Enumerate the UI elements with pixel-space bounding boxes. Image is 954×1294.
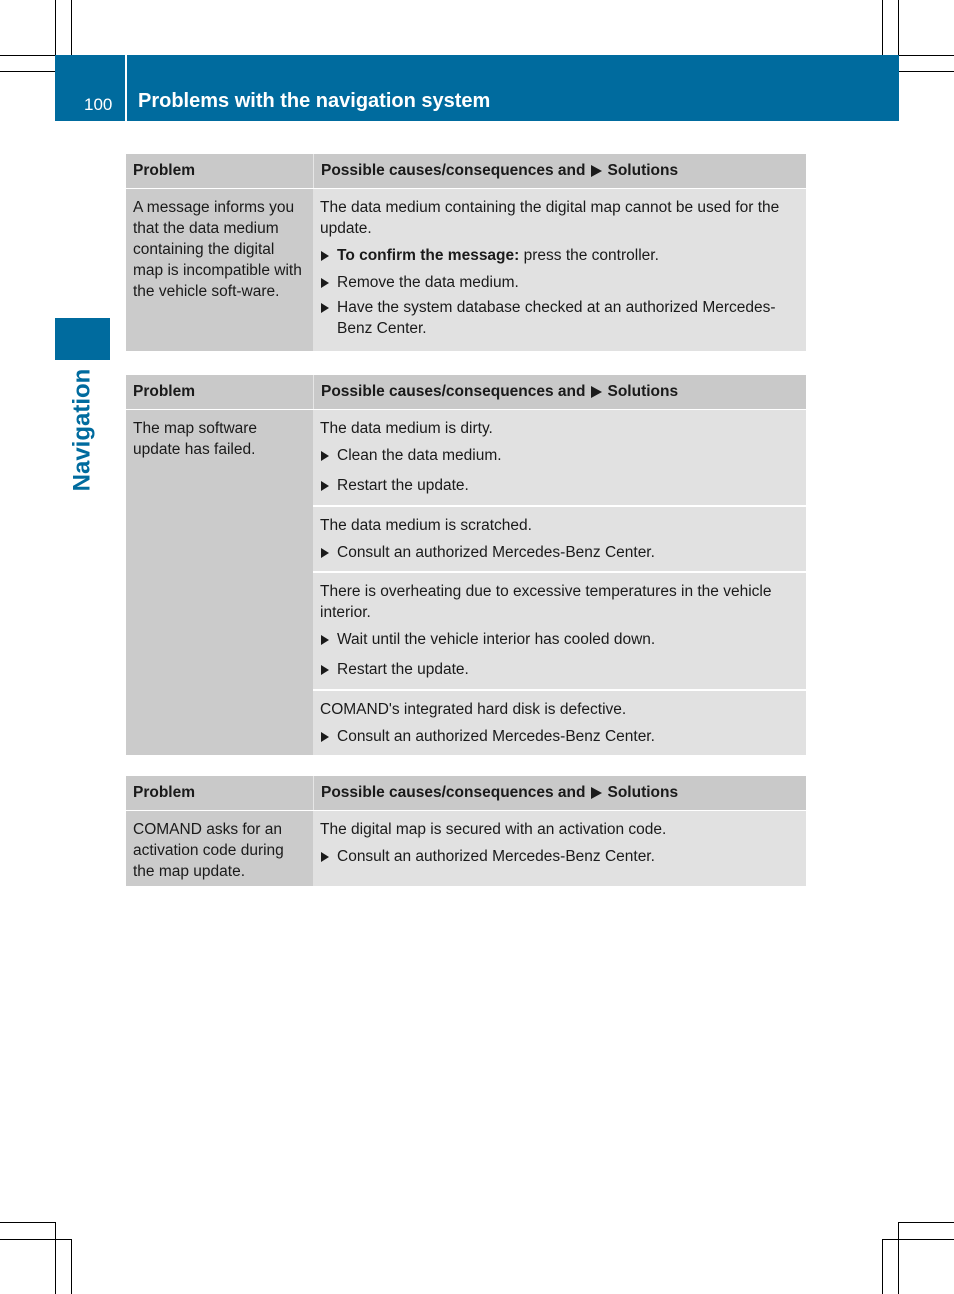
crop-mark (882, 1239, 883, 1294)
step-item (320, 272, 799, 293)
crop-mark (898, 1222, 899, 1294)
problem-table (126, 375, 806, 755)
section-tab (55, 360, 110, 500)
step-text: Restart the update. (337, 477, 469, 494)
triangle-right-icon (321, 251, 329, 261)
triangle-right-icon (591, 165, 602, 177)
problem-table (126, 154, 806, 351)
crop-mark (898, 0, 899, 55)
column-header-causes-prefix: Possible causes/consequences and (321, 784, 586, 801)
column-header-causes (313, 154, 806, 188)
column-header-causes-suffix: Solutions (607, 162, 679, 179)
column-header-problem: Problem (133, 784, 196, 801)
problem-cell: A message informs you that the data medium containing the digital map is incompatible with the vehicle soft-ware. (126, 189, 313, 351)
crop-mark (0, 55, 55, 56)
triangle-right-icon (591, 787, 602, 799)
step-item (320, 726, 799, 747)
step-text: Restart the update. (337, 661, 469, 678)
step-text: Wait until the vehicle interior has cooled down. (337, 631, 656, 648)
cause-text: There is overheating due to excessive temperatures in the vehicle interior. (320, 583, 772, 621)
crop-mark (899, 71, 954, 72)
crop-mark (71, 0, 72, 55)
step-item (320, 475, 799, 496)
crop-mark (882, 0, 883, 55)
table-header (126, 776, 806, 810)
triangle-right-icon (321, 278, 329, 288)
cause-block (313, 811, 806, 875)
step-item (320, 245, 799, 266)
step-text: Consult an authorized Mercedes-Benz Center. (337, 728, 655, 745)
cause-block (313, 505, 806, 571)
step-bold-text: To confirm the message: (337, 247, 520, 264)
triangle-right-icon (321, 451, 329, 461)
triangle-right-icon (321, 852, 329, 862)
section-tab-label: Navigation (68, 368, 96, 492)
table-row (126, 409, 806, 755)
step-item (320, 297, 799, 339)
triangle-right-icon (321, 303, 329, 313)
triangle-right-icon (321, 665, 329, 675)
crop-mark (0, 1222, 55, 1223)
table-row (126, 188, 806, 351)
step-item (320, 629, 799, 650)
step-text: press the controller. (519, 247, 659, 264)
problem-table (126, 776, 806, 886)
section-tab-marker (55, 318, 110, 360)
step-text: Have the system database checked at an authorized Mercedes-Benz Center. (337, 299, 776, 337)
cause-text: The data medium is scratched. (320, 517, 532, 534)
table-header (126, 154, 806, 188)
table-row (126, 810, 806, 886)
solutions-cell (313, 410, 806, 755)
step-text: Consult an authorized Mercedes-Benz Center. (337, 544, 655, 561)
crop-mark (899, 1222, 954, 1223)
cause-block (313, 189, 806, 347)
cause-text: The digital map is secured with an activation code. (320, 821, 667, 838)
crop-mark (71, 1239, 72, 1294)
crop-mark (882, 1239, 954, 1240)
cause-text: The data medium containing the digital map cannot be used for the update. (320, 199, 780, 237)
column-header-causes (313, 776, 806, 810)
problem-cell: COMAND asks for an activation code during the map update. (126, 811, 313, 886)
crop-mark (899, 55, 954, 56)
table-header (126, 375, 806, 409)
crop-mark (55, 0, 56, 55)
cause-text: The data medium is dirty. (320, 420, 493, 437)
step-item (320, 542, 799, 563)
column-header-causes-prefix: Possible causes/consequences and (321, 162, 586, 179)
header-divider (125, 55, 127, 121)
step-item (320, 445, 799, 466)
column-header-causes (313, 375, 806, 409)
page-number: 100 (84, 95, 113, 114)
column-header-problem: Problem (133, 162, 196, 179)
cause-text: COMAND's integrated hard disk is defective. (320, 701, 627, 718)
column-header-problem: Problem (133, 383, 196, 400)
step-item (320, 846, 799, 867)
step-item (320, 659, 799, 680)
triangle-right-icon (321, 481, 329, 491)
column-header-causes-suffix: Solutions (607, 383, 679, 400)
crop-mark (0, 71, 55, 72)
cause-block (313, 410, 806, 505)
page-title: Problems with the navigation system (138, 90, 491, 112)
cause-block (313, 689, 806, 755)
solutions-cell (313, 811, 806, 886)
column-header-causes-prefix: Possible causes/consequences and (321, 383, 586, 400)
triangle-right-icon (591, 386, 602, 398)
step-text: Clean the data medium. (337, 447, 502, 464)
solutions-cell (313, 189, 806, 351)
cause-block (313, 571, 806, 689)
column-header-causes-suffix: Solutions (607, 784, 679, 801)
crop-mark (0, 1239, 71, 1240)
triangle-right-icon (321, 548, 329, 558)
triangle-right-icon (321, 732, 329, 742)
step-text: Consult an authorized Mercedes-Benz Center. (337, 848, 655, 865)
crop-mark (55, 1222, 56, 1294)
triangle-right-icon (321, 635, 329, 645)
step-text: Remove the data medium. (337, 274, 519, 291)
problem-cell: The map software update has failed. (126, 410, 313, 755)
